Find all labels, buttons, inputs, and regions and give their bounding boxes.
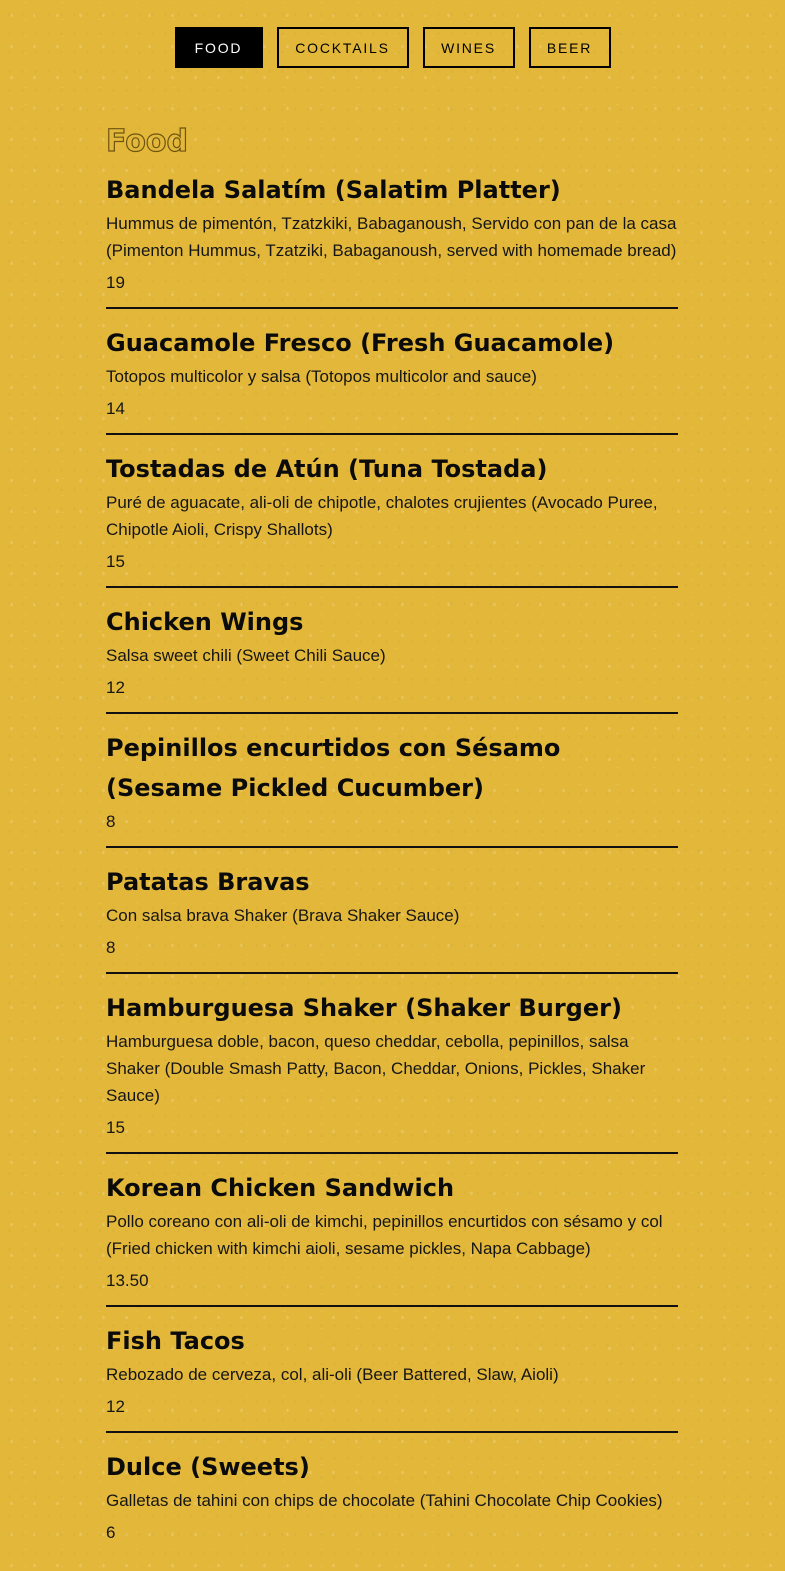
- item-name: Hamburguesa Shaker (Shaker Burger): [106, 994, 622, 1022]
- item-description: Puré de aguacate, ali-oli de chipotle, chalotes crujientes (Avocado Puree, Chipotle Aioli, Crispy Shallots): [106, 493, 658, 539]
- menu-item: [106, 602, 678, 714]
- item-description: Hamburguesa doble, bacon, queso cheddar, cebolla, pepinillos, salsa Shaker (Double Smash Patty, Bacon, Cheddar, Onions, Pickles, Shaker Sauce): [106, 1032, 646, 1105]
- item-name: Dulce (Sweets): [106, 1453, 310, 1481]
- tab-food[interactable]: FOOD: [175, 27, 263, 68]
- item-description: Totopos multicolor y salsa (Totopos multicolor and sauce): [106, 367, 537, 386]
- menu-item: [106, 1168, 678, 1307]
- item-name: Guacamole Fresco (Fresh Guacamole): [106, 329, 615, 357]
- item-name: Tostadas de Atún (Tuna Tostada): [106, 455, 548, 483]
- menu-item: [106, 728, 678, 848]
- item-description: Galletas de tahini con chips de chocolate (Tahini Chocolate Chip Cookies): [106, 1491, 663, 1510]
- item-price: 15: [106, 1118, 125, 1137]
- menu-item: [106, 170, 678, 309]
- item-price: 6: [106, 1523, 116, 1542]
- item-description: Rebozado de cerveza, col, ali-oli (Beer Battered, Slaw, Aioli): [106, 1365, 559, 1384]
- menu-item: [106, 988, 678, 1154]
- menu-section: [106, 120, 678, 1571]
- item-price: 19: [106, 273, 125, 292]
- item-price: 12: [106, 1397, 125, 1416]
- item-name: Korean Chicken Sandwich: [106, 1174, 455, 1202]
- item-name: Fish Tacos: [106, 1327, 245, 1355]
- menu-tabs: [0, 27, 785, 68]
- item-description: Hummus de pimentón, Tzatzkiki, Babaganoush, Servido con pan de la casa (Pimenton Hummus, Tzatziki, Babaganoush, served with homemade bread): [106, 214, 677, 260]
- menu-item: [106, 1321, 678, 1433]
- item-name: Pepinillos encurtidos con Sésamo (Sesame Pickled Cucumber): [106, 734, 561, 802]
- section-title: Food: [106, 124, 188, 159]
- menu-item: [106, 449, 678, 588]
- item-description: Salsa sweet chili (Sweet Chili Sauce): [106, 646, 386, 665]
- item-price: 8: [106, 938, 116, 957]
- item-name: Chicken Wings: [106, 608, 304, 636]
- menu-item: [106, 1447, 678, 1557]
- item-name: Bandela Salatím (Salatim Platter): [106, 176, 561, 204]
- menu-item: [106, 323, 678, 435]
- item-name: Patatas Bravas: [106, 868, 310, 896]
- tab-cocktails[interactable]: COCKTAILS: [277, 27, 409, 68]
- menu-item: [106, 862, 678, 974]
- item-price: 14: [106, 399, 125, 418]
- item-price: 8: [106, 812, 116, 831]
- item-description: Pollo coreano con ali-oli de kimchi, pepinillos encurtidos con sésamo y col (Fried chicken with kimchi aioli, sesame pickles, Napa Cabbage): [106, 1212, 663, 1258]
- item-price: 13.50: [106, 1271, 149, 1290]
- tab-beer[interactable]: BEER: [529, 27, 611, 68]
- tab-wines[interactable]: WINES: [423, 27, 515, 68]
- item-price: 12: [106, 678, 125, 697]
- item-description: Con salsa brava Shaker (Brava Shaker Sauce): [106, 906, 460, 925]
- item-price: 15: [106, 552, 125, 571]
